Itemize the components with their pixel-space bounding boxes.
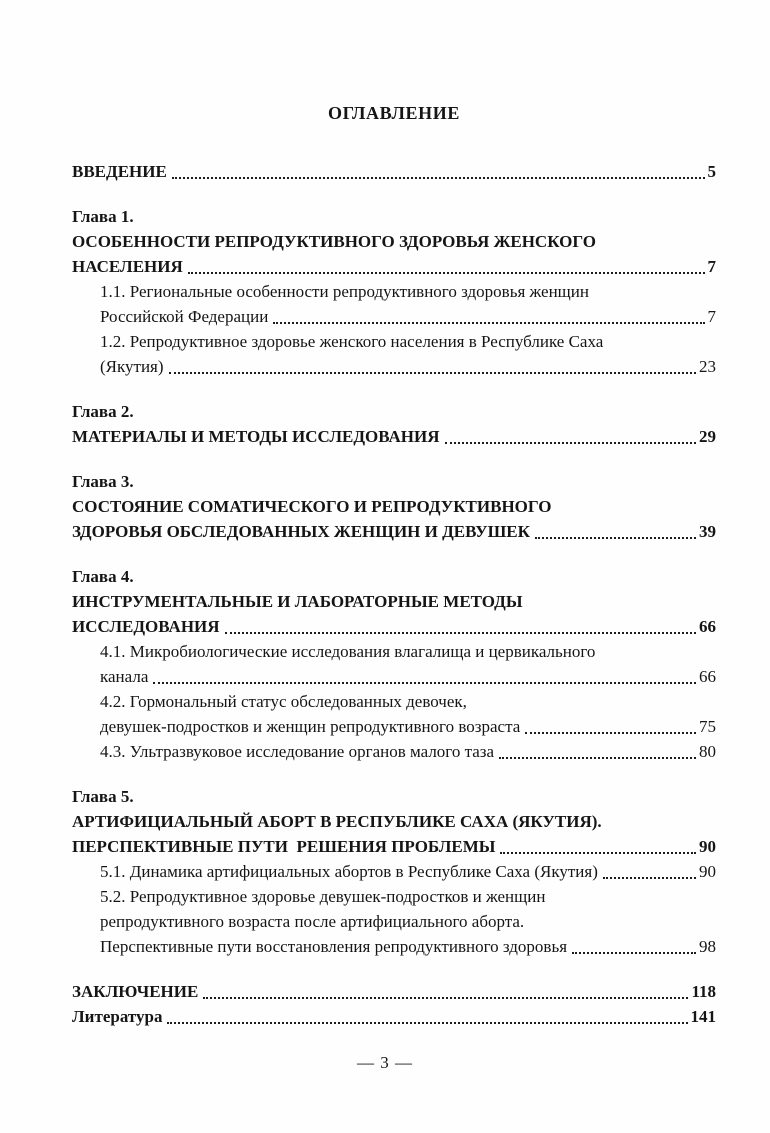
toc-entry-text: Глава 2. (72, 402, 134, 421)
toc-entry-text: 5.2. Репродуктивное здоровье девушек-подростков и женщин (100, 887, 546, 906)
toc-entry-text: Глава 4. (72, 567, 134, 586)
toc-entry-text: ИНСТРУМЕНТАЛЬНЫЕ И ЛАБОРАТОРНЫЕ МЕТОДЫ (72, 592, 523, 611)
toc-entry-text: АРТИФИЦИАЛЬНЫЙ АБОРТ В РЕСПУБЛИКЕ САХА (ЯКУТИЯ). (72, 812, 602, 831)
toc-entry-text: НАСЕЛЕНИЯ (72, 257, 183, 276)
toc-page-number: 98 (699, 937, 716, 956)
dot-leader (169, 372, 696, 374)
toc-entry-text: ИССЛЕДОВАНИЯ (72, 617, 220, 636)
toc-entry-text: МАТЕРИАЛЫ И МЕТОДЫ ИССЛЕДОВАНИЯ (72, 427, 440, 446)
toc-chapter-title-5 (72, 809, 716, 834)
toc-subsection-5-2-cont2 (72, 934, 716, 959)
toc-page-number: 80 (699, 742, 716, 761)
toc-entry-literature (72, 1004, 716, 1029)
toc-entry-text: Глава 1. (72, 207, 134, 226)
dot-leader (172, 177, 705, 179)
dot-leader (499, 757, 696, 759)
dot-leader (603, 877, 696, 879)
toc-entry-text: ВВЕДЕНИЕ (72, 162, 167, 181)
dot-leader (525, 732, 696, 734)
toc-entry-text: (Якутия) (100, 357, 164, 376)
toc-page-number: 7 (707, 257, 716, 276)
toc-chapter-label-3 (72, 469, 716, 494)
toc-page-number: 90 (699, 862, 716, 881)
toc-entry-text: СОСТОЯНИЕ СОМАТИЧЕСКОГО И РЕПРОДУКТИВНОГО (72, 497, 552, 516)
toc-entry-text: канала (100, 667, 149, 686)
toc-chapter-title-3-cont (72, 519, 716, 544)
toc-subsection-5-1 (72, 859, 716, 884)
toc-page-number: 7 (707, 307, 716, 326)
dot-leader (535, 537, 696, 539)
toc-page-number: 90 (699, 837, 716, 856)
toc-chapter-label-4 (72, 564, 716, 589)
toc-entry-text: Литература (72, 1007, 163, 1026)
toc-page-number: 75 (699, 717, 716, 736)
toc-entry-text: Перспективные пути восстановления репродуктивного здоровья (100, 937, 568, 956)
toc-content (72, 100, 716, 1029)
toc-page-number: 66 (699, 667, 716, 686)
toc-entry-text: ЗАКЛЮЧЕНИЕ (72, 982, 199, 1001)
toc-entry-text: 4.3. Ультразвуковое исследование органов малого таза (100, 742, 495, 761)
dot-leader (153, 682, 696, 684)
toc-entry-text: 1.1. Региональные особенности репродуктивного здоровья женщин (100, 282, 589, 301)
toc-chapter-label-1 (72, 204, 716, 229)
toc-chapter-title-1 (72, 229, 716, 254)
toc-entry-text: Российской Федерации (100, 307, 269, 326)
toc-entry-text: ЗДОРОВЬЯ ОБСЛЕДОВАННЫХ ЖЕНЩИН И ДЕВУШЕК (72, 522, 530, 541)
toc-subsection-1-1 (72, 279, 716, 304)
dot-leader (445, 442, 696, 444)
dot-leader (572, 952, 696, 954)
toc-chapter-title-5-cont (72, 834, 716, 859)
toc-entry-conclusion (72, 979, 716, 1004)
toc-entry-text: Глава 5. (72, 787, 134, 806)
toc-subsection-1-2-cont (72, 354, 716, 379)
toc-entry-text: Глава 3. (72, 472, 134, 491)
dot-leader (188, 272, 705, 274)
toc-chapter-label-5 (72, 784, 716, 809)
toc-subsection-1-1-cont (72, 304, 716, 329)
toc-page-number: 118 (691, 982, 716, 1001)
toc-chapter-title-1-cont (72, 254, 716, 279)
toc-subsection-4-3 (72, 739, 716, 764)
dot-leader (500, 852, 696, 854)
dot-leader (273, 322, 704, 324)
toc-entry-text: 5.1. Динамика артифициальных абортов в Республике Саха (Якутия) (100, 862, 598, 881)
toc-page-number: 39 (699, 522, 716, 541)
toc-chapter-title-4-cont (72, 614, 716, 639)
toc-entry-text: репродуктивного возраста после артифициального аборта. (100, 912, 525, 931)
toc-subsection-5-2 (72, 884, 716, 909)
toc-subsection-5-2-cont (72, 909, 716, 934)
toc-page-number: 141 (690, 1007, 716, 1026)
dot-leader (203, 997, 688, 999)
dot-leader (167, 1022, 687, 1024)
toc-subsection-4-2-cont (72, 714, 716, 739)
toc-page-number: 5 (707, 162, 716, 181)
toc-entry-text: ОСОБЕННОСТИ РЕПРОДУКТИВНОГО ЗДОРОВЬЯ ЖЕНСКОГО (72, 232, 596, 251)
toc-subsection-1-2 (72, 329, 716, 354)
toc-chapter-title-2 (72, 424, 716, 449)
toc-subsection-4-1 (72, 639, 716, 664)
toc-chapter-title-4 (72, 589, 716, 614)
toc-entry-text: 4.1. Микробиологические исследования влагалища и цервикального (100, 642, 596, 661)
toc-entry-text: девушек-подростков и женщин репродуктивного возраста (100, 717, 521, 736)
toc-page-number: 29 (699, 427, 716, 446)
toc-entry-introduction (72, 159, 716, 184)
toc-chapter-title-3 (72, 494, 716, 519)
page-number-footer: — 3 — (357, 1053, 413, 1072)
dot-leader (225, 632, 696, 634)
toc-subsection-4-2 (72, 689, 716, 714)
page-title: ОГЛАВЛЕНИЕ (328, 103, 460, 123)
toc-entry-text: 4.2. Гормональный статус обследованных девочек, (100, 692, 467, 711)
toc-page-number: 66 (699, 617, 716, 636)
toc-subsection-4-1-cont (72, 664, 716, 689)
toc-chapter-label-2 (72, 399, 716, 424)
toc-entry-text: 1.2. Репродуктивное здоровье женского населения в Республике Саха (100, 332, 604, 351)
toc-entry-text: ПЕРСПЕКТИВНЫЕ ПУТИ РЕШЕНИЯ ПРОБЛЕМЫ (72, 837, 496, 856)
toc-page-number: 23 (699, 357, 716, 376)
